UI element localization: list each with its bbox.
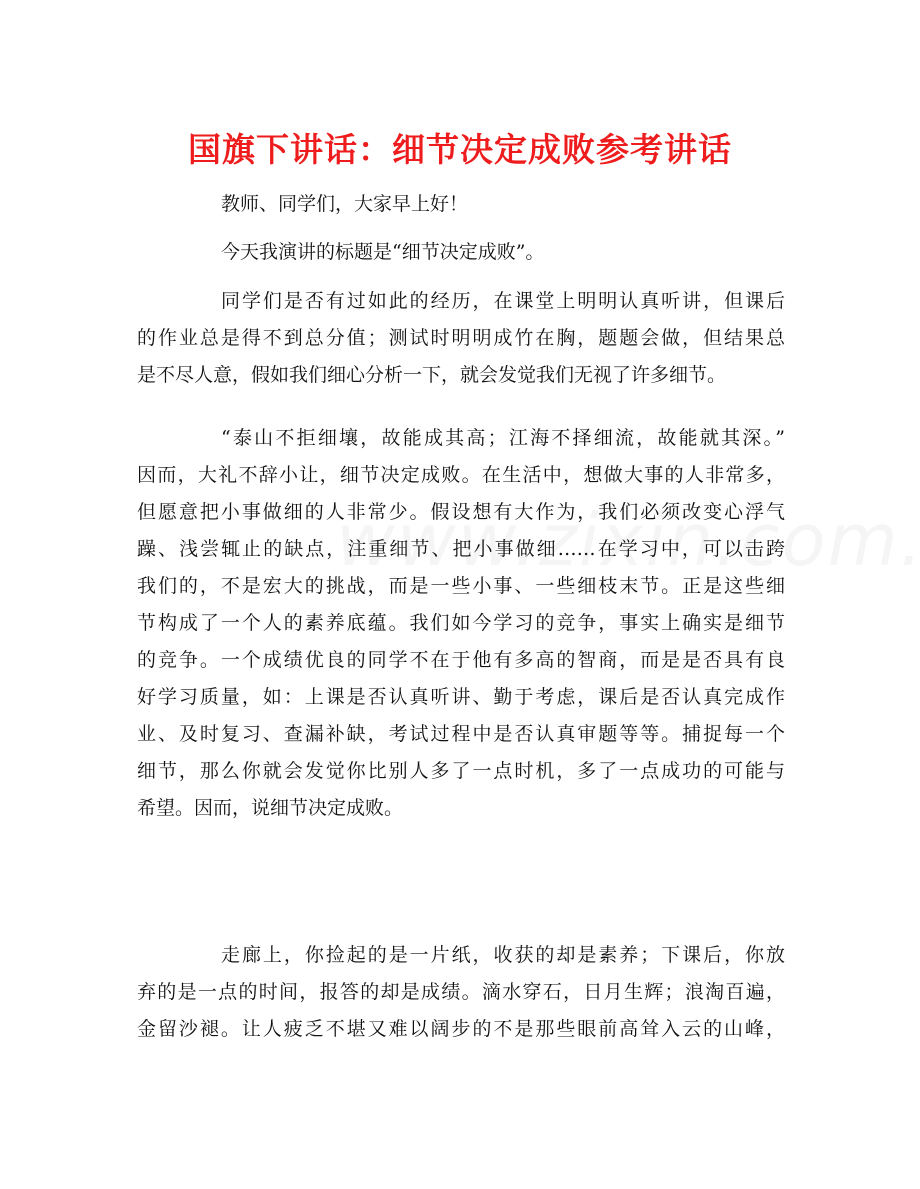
paragraph-line: 希望。因而，说细节决定成败。 <box>137 797 404 819</box>
paragraph-line: 节构成了一个人的素养底蕴。我们如今学习的竞争，事实上确实是细节 <box>137 612 785 634</box>
paragraph-line: “泰山不拒细壤，故能成其高；江海不择细流，故能就其深。” <box>221 427 785 449</box>
paragraph-line: 好学习质量，如：上课是否认真听讲、勤于考虑，课后是否认真完成作 <box>137 686 785 708</box>
paragraph-line: 弃的是一点的时间，报答的却是成绩。滴水穿石，日月生辉；浪淘百遍， <box>137 981 785 1003</box>
greeting-paragraph <box>137 186 785 223</box>
paragraph-line: 今天我演讲的标题是“细节决定成败”。 <box>221 241 545 263</box>
paragraph-line: 教师、同学们，大家早上好！ <box>221 193 469 215</box>
topic-paragraph <box>137 234 785 271</box>
paragraph-line: 细节，那么你就会发觉你比别人多了一点时机，多了一点成功的可能与 <box>137 760 785 782</box>
paragraph-line: 的作业总是得不到总分值；测试时明明成竹在胸，题题会做，但结果总 <box>137 327 785 349</box>
body-paragraph <box>137 283 785 394</box>
body-paragraph <box>137 937 785 1048</box>
document-title: 国旗下讲话：细节决定成败参考讲话 <box>188 130 732 169</box>
paragraph-line: 走廊上，你捡起的是一片纸，收获的却是素养；下课后，你放 <box>221 944 785 966</box>
paragraph-line: 金留沙褪。让人疲乏不堪又难以阔步的不是那些眼前高耸入云的山峰， <box>137 1018 785 1040</box>
paragraph-line: 但愿意把小事做细的人非常少。假设想有大作为，我们必须改变心浮气 <box>137 501 785 523</box>
paragraph-line: 躁、浅尝辄止的缺点，注重细节、把小事做细……在学习中，可以击跨 <box>137 538 785 560</box>
paragraph-line: 因而，大礼不辞小让，细节决定成败。在生活中，想做大事的人非常多， <box>137 464 785 486</box>
paragraph-line: 的竞争。一个成绩优良的同学不在于他有多高的智商，而是是否具有良 <box>137 649 785 671</box>
paragraph-line: 我们的，不是宏大的挑战，而是一些小事、一些细枝末节。正是这些细 <box>137 575 785 597</box>
paragraph-line: 是不尽人意，假如我们细心分析一下，就会发觉我们无视了许多细节。 <box>137 364 727 386</box>
paragraph-line: 同学们是否有过如此的经历，在课堂上明明认真听讲，但课后 <box>221 290 785 312</box>
body-paragraph <box>137 420 785 827</box>
paragraph-line: 业、及时复习、查漏补缺，考试过程中是否认真审题等等。捕捉每一个 <box>137 723 785 745</box>
